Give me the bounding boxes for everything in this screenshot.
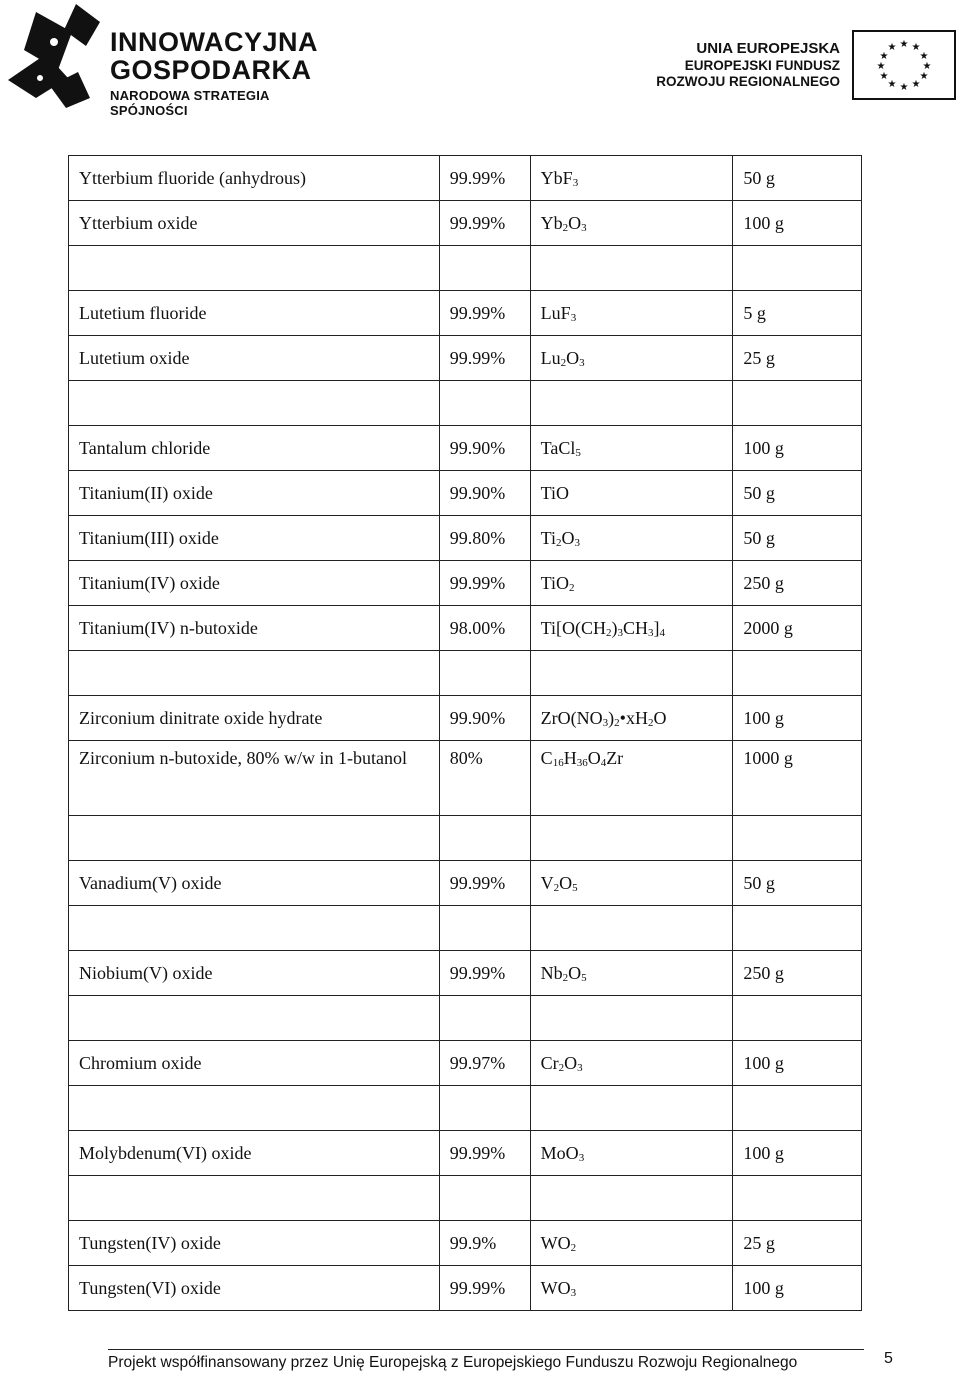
formula-cell [530, 1176, 733, 1221]
quantity-cell: 50 g [733, 471, 862, 516]
innowacyjna-gospodarka-logo [6, 2, 346, 118]
table-spacer-row [69, 816, 862, 861]
purity-cell: 99.99% [439, 1266, 530, 1311]
quantity-cell: 100 g [733, 426, 862, 471]
table-spacer-row [69, 381, 862, 426]
purity-cell [439, 996, 530, 1041]
compound-name-cell: Lutetium fluoride [69, 291, 440, 336]
compound-name-cell: Tantalum chloride [69, 426, 440, 471]
quantity-cell: 100 g [733, 1041, 862, 1086]
purity-cell: 99.90% [439, 471, 530, 516]
purity-cell: 99.99% [439, 861, 530, 906]
quantity-cell: 100 g [733, 1131, 862, 1176]
eu-flag-icon [852, 30, 956, 100]
table-spacer-row [69, 996, 862, 1041]
materials-table [68, 155, 862, 1311]
compound-name-cell [69, 246, 440, 291]
purity-cell: 99.99% [439, 156, 530, 201]
purity-cell [439, 1086, 530, 1131]
compound-name-cell [69, 651, 440, 696]
svg-text:★: ★ [922, 61, 932, 72]
compound-name-cell: Zirconium dinitrate oxide hydrate [69, 696, 440, 741]
compound-name-cell: Zirconium n-butoxide, 80% w/w in 1-butanol [69, 741, 440, 816]
compound-name-cell: Ytterbium fluoride (anhydrous) [69, 156, 440, 201]
eu-line-2: EUROPEJSKI FUNDUSZ [684, 58, 840, 73]
star-mark-icon [6, 2, 106, 110]
quantity-cell [733, 996, 862, 1041]
quantity-cell: 50 g [733, 156, 862, 201]
purity-cell: 99.90% [439, 696, 530, 741]
table-row [69, 606, 862, 651]
purity-cell: 99.9% [439, 1221, 530, 1266]
formula-cell: $Lu_2O_3$ [530, 336, 733, 381]
quantity-cell: 50 g [733, 861, 862, 906]
quantity-cell: 250 g [733, 561, 862, 606]
formula-cell: $Yb_2O_3$ [530, 201, 733, 246]
table-row [69, 471, 862, 516]
formula-cell: $Cr_2O_3$ [530, 1041, 733, 1086]
table-row [69, 696, 862, 741]
compound-name-cell: Tungsten(IV) oxide [69, 1221, 440, 1266]
quantity-cell [733, 1176, 862, 1221]
compound-name-cell [69, 1086, 440, 1131]
table-spacer-row [69, 1086, 862, 1131]
compound-name-cell [69, 996, 440, 1041]
page-number: 5 [884, 1350, 893, 1367]
table-row [69, 1041, 862, 1086]
svg-text:★: ★ [887, 79, 897, 90]
formula-cell: $Nb_2O_5$ [530, 951, 733, 996]
svg-text:★: ★ [911, 79, 921, 90]
table-row [69, 156, 862, 201]
eu-logo-text [656, 40, 840, 90]
table-row [69, 861, 862, 906]
table-row [69, 426, 862, 471]
quantity-cell [733, 816, 862, 861]
brand-line-3: NARODOWA STRATEGIA SPÓJNOŚCI [110, 88, 270, 118]
table-row [69, 1266, 862, 1311]
svg-text:★: ★ [919, 71, 929, 82]
quantity-cell: 5 g [733, 291, 862, 336]
quantity-cell: 50 g [733, 516, 862, 561]
formula-cell [530, 246, 733, 291]
table-row [69, 291, 862, 336]
formula-cell: $V_2O_5$ [530, 861, 733, 906]
svg-text:★: ★ [887, 42, 897, 53]
compound-name-cell: Titanium(IV) oxide [69, 561, 440, 606]
table-row [69, 1221, 862, 1266]
table-row [69, 951, 862, 996]
formula-cell: $ZrO(NO_3)_2•xH_2O$ [530, 696, 733, 741]
formula-cell: TiO$_2$ [530, 561, 733, 606]
svg-text:★: ★ [911, 42, 921, 53]
compound-name-cell [69, 816, 440, 861]
compound-name-cell: Tungsten(VI) oxide [69, 1266, 440, 1311]
compound-name-cell: Titanium(III) oxide [69, 516, 440, 561]
compound-name-cell [69, 381, 440, 426]
purity-cell: 99.99% [439, 951, 530, 996]
brand-line-2: GOSPODARKA [110, 55, 312, 85]
purity-cell: 99.80% [439, 516, 530, 561]
purity-cell [439, 651, 530, 696]
purity-cell [439, 246, 530, 291]
formula-cell [530, 906, 733, 951]
table-row [69, 201, 862, 246]
svg-text:★: ★ [899, 82, 909, 93]
formula-cell: $Ti[O(CH_2)_3CH_3]_4$ [530, 606, 733, 651]
compound-name-cell: Chromium oxide [69, 1041, 440, 1086]
formula-cell: $WO_2$ [530, 1221, 733, 1266]
purity-cell: 98.00% [439, 606, 530, 651]
footer-divider [108, 1349, 864, 1350]
formula-cell [530, 996, 733, 1041]
compound-name-cell [69, 1176, 440, 1221]
compound-name-cell [69, 906, 440, 951]
svg-text:★: ★ [879, 51, 889, 62]
compound-name-cell: Titanium(II) oxide [69, 471, 440, 516]
table-row [69, 516, 862, 561]
formula-cell [530, 381, 733, 426]
svg-text:★: ★ [919, 51, 929, 62]
table-row [69, 561, 862, 606]
svg-text:★: ★ [879, 71, 889, 82]
table-spacer-row [69, 906, 862, 951]
purity-cell: 80% [439, 741, 530, 816]
formula-cell: YbF$_3$ [530, 156, 733, 201]
formula-cell: $C_{16}H_{36}O_4Zr$ [530, 741, 733, 816]
svg-text:★: ★ [876, 61, 886, 72]
formula-cell: LuF$_3$ [530, 291, 733, 336]
purity-cell: 99.99% [439, 1131, 530, 1176]
compound-name-cell: Vanadium(V) oxide [69, 861, 440, 906]
purity-cell: 99.97% [439, 1041, 530, 1086]
svg-text:★: ★ [899, 39, 909, 50]
footer-text: Projekt współfinansowany przez Unię Europejską z Europejskiego Funduszu Rozwoju Regionalnego [108, 1354, 798, 1371]
quantity-cell: 250 g [733, 951, 862, 996]
table-row [69, 336, 862, 381]
table-row [69, 741, 862, 816]
eu-line-1: UNIA EUROPEJSKA [696, 40, 840, 57]
quantity-cell: 25 g [733, 1221, 862, 1266]
formula-cell: $Ti_2O_3$ [530, 516, 733, 561]
table-spacer-row [69, 246, 862, 291]
quantity-cell [733, 246, 862, 291]
table-spacer-row [69, 1176, 862, 1221]
purity-cell: 99.99% [439, 201, 530, 246]
quantity-cell: 100 g [733, 1266, 862, 1311]
quantity-cell: 100 g [733, 201, 862, 246]
quantity-cell: 1000 g [733, 741, 862, 816]
table-row [69, 1131, 862, 1176]
quantity-cell [733, 381, 862, 426]
compound-name-cell: Niobium(V) oxide [69, 951, 440, 996]
quantity-cell: 25 g [733, 336, 862, 381]
quantity-cell: 2000 g [733, 606, 862, 651]
table-spacer-row [69, 651, 862, 696]
formula-cell: MoO$_3$ [530, 1131, 733, 1176]
formula-cell [530, 816, 733, 861]
compound-name-cell: Lutetium oxide [69, 336, 440, 381]
compound-name-cell: Titanium(IV) n-butoxide [69, 606, 440, 651]
formula-cell: TaCl$_5$ [530, 426, 733, 471]
quantity-cell: 100 g [733, 696, 862, 741]
purity-cell [439, 906, 530, 951]
quantity-cell [733, 651, 862, 696]
purity-cell: 99.99% [439, 336, 530, 381]
formula-cell [530, 1086, 733, 1131]
purity-cell: 99.90% [439, 426, 530, 471]
purity-cell: 99.99% [439, 291, 530, 336]
quantity-cell [733, 1086, 862, 1131]
purity-cell [439, 1176, 530, 1221]
purity-cell [439, 381, 530, 426]
brand-line-1: INNOWACYJNA [110, 27, 319, 57]
compound-name-cell: Molybdenum(VI) oxide [69, 1131, 440, 1176]
formula-cell: $WO_3$ [530, 1266, 733, 1311]
compound-name-cell: Ytterbium oxide [69, 201, 440, 246]
eu-line-3: ROZWOJU REGIONALNEGO [656, 74, 840, 89]
formula-cell [530, 651, 733, 696]
purity-cell: 99.99% [439, 561, 530, 606]
quantity-cell [733, 906, 862, 951]
formula-cell: TiO [530, 471, 733, 516]
purity-cell [439, 816, 530, 861]
